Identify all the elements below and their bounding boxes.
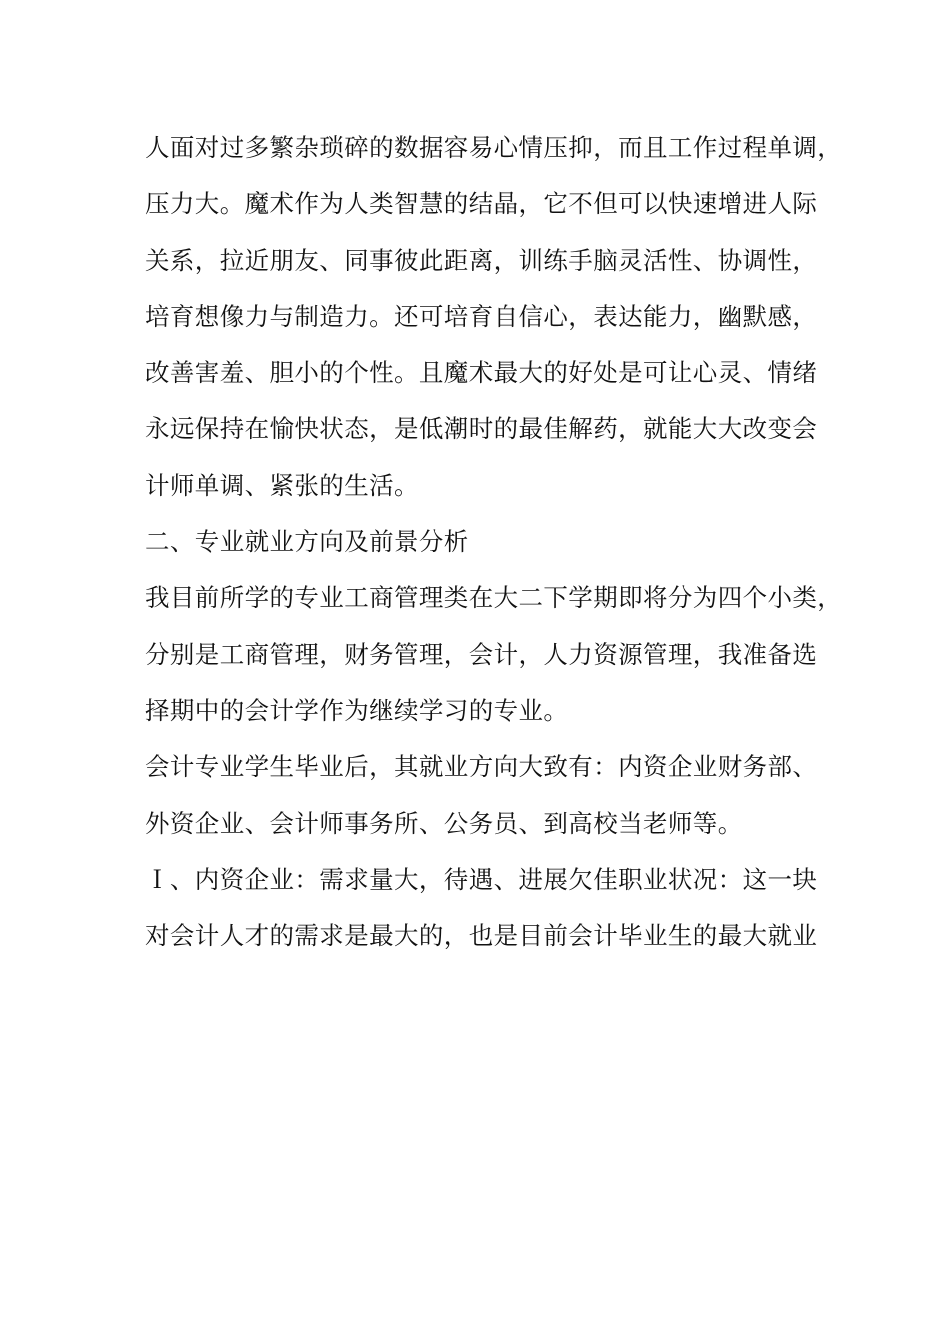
text-line: Ｉ、内资企业：需求量大，待遇、进展欠佳职业状况：这一块 [145,864,818,894]
text-line: 培育想像力与制造力。还可培育自信心，表达能力，幽默感， [145,301,818,331]
text-line: 关系，拉近朋友、同事彼此距离，训练手脑灵活性、协调性， [145,245,818,275]
text-line: 压力大。魔术作为人类智慧的结晶，它不但可以快速增进人际 [145,189,818,219]
text-line: 分别是工商管理，财务管理，会计，人力资源管理，我准备选 [145,639,818,669]
text-line: 会计专业学生毕业后，其就业方向大致有：内资企业财务部、 [145,752,818,782]
text-line: 永远保持在愉快状态，是低潮时的最佳解药，就能大大改变会 [145,414,818,444]
section-heading: 二、专业就业方向及前景分析 [145,527,469,557]
text-line: 外资企业、会计师事务所、公务员、到高校当老师等。 [145,808,743,838]
document-body [145,128,845,972]
text-line: 择期中的会计学作为继续学习的专业。 [145,695,569,725]
text-line: 计师单调、紧张的生活。 [145,470,419,500]
text-line: 人面对过多繁杂琐碎的数据容易心情压抑，而且工作过程单调， [145,133,843,162]
text-line: 我目前所学的专业工商管理类在大二下学期即将分为四个小类， [145,583,843,613]
text-line: 改善害羞、胆小的个性。且魔术最大的好处是可让心灵、情绪 [145,358,818,388]
text-line: 对会计人才的需求是最大的，也是目前会计毕业生的最大就业 [145,921,818,951]
